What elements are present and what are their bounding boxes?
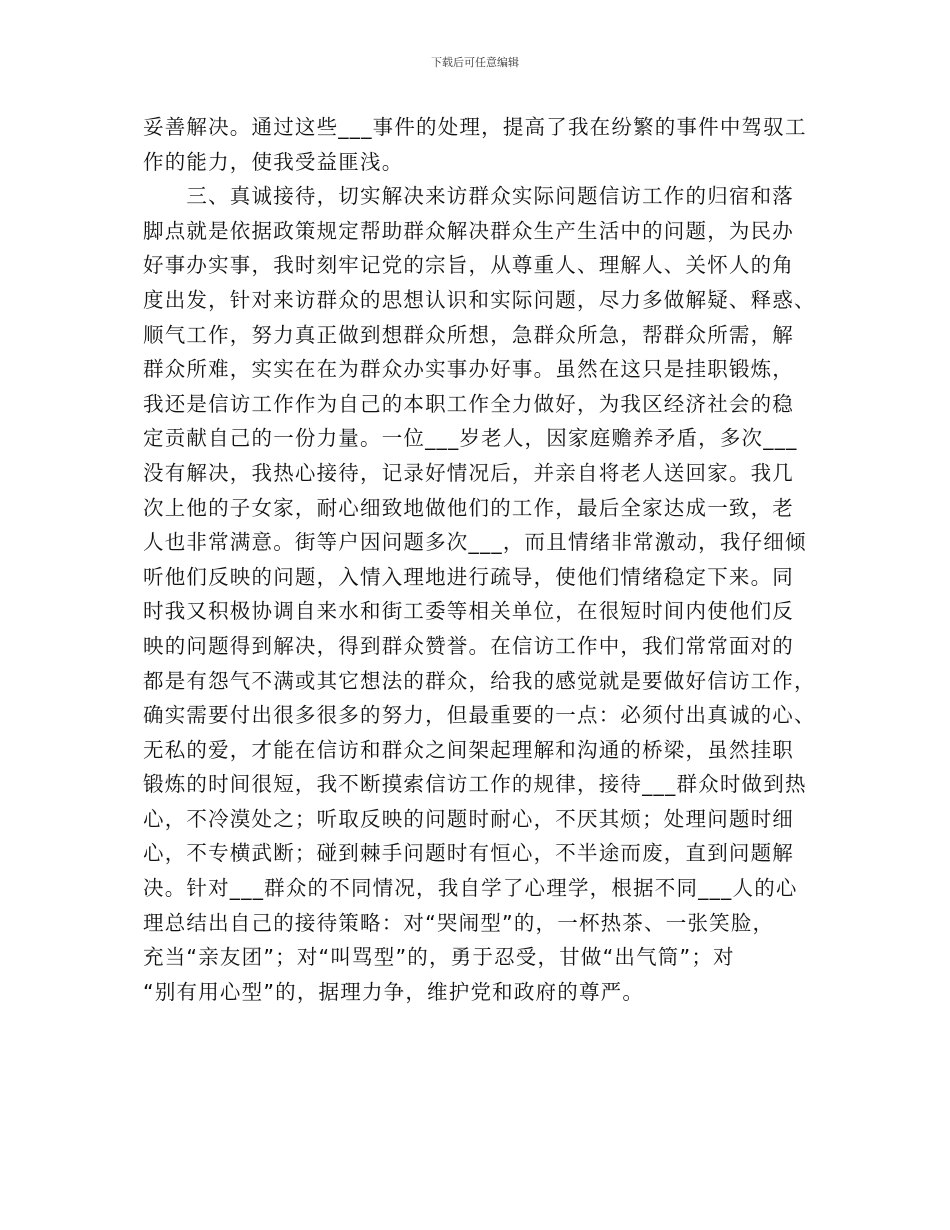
text-line: 妥善解决。通过这些___事件的处理，提高了我在纷繁的事件中驾驭工	[143, 115, 807, 139]
text-line: 时我又积极协调自来水和街工委等相关单位，在很短时间内使他们反	[143, 599, 794, 624]
text-line: 我还是信访工作作为自己的本职工作全力做好，为我区经济社会的稳	[143, 391, 794, 416]
page-header: 下载后可任意编辑	[431, 56, 519, 69]
text-line: 群众所难，实实在在为群众办实事办好事。虽然在这只是挂职锻炼，	[143, 357, 794, 382]
text-line: 心，不冷漠处之；听取反映的问题时耐心，不厌其烦；处理问题时细	[143, 806, 794, 831]
text-line: 锻炼的时间很短，我不断摸索信访工作的规律，接待___群众时做到热	[143, 772, 807, 797]
text-line: 无私的爱，才能在信访和群众之间架起理解和沟通的桥梁，虽然挂职	[143, 737, 794, 762]
text-line: 充当“亲友团”；对“叫骂型”的，勇于忍受，甘做“出气筒”；对	[143, 945, 735, 970]
text-line: 好事办实事，我时刻牢记党的宗旨，从尊重人、理解人、关怀人的角	[143, 253, 794, 278]
text-line: 顺气工作，努力真正做到想群众所想，急群众所急，帮群众所需，解	[143, 322, 794, 347]
text-line: 三、真诚接待，切实解决来访群众实际问题信访工作的归宿和落	[143, 184, 794, 209]
text-line: 次上他的子女家，耐心细致地做他们的工作，最后全家达成一致，老	[143, 495, 794, 520]
text-line: 映的问题得到解决，得到群众赞誉。在信访工作中，我们常常面对的	[143, 633, 794, 658]
text-line: 听他们反映的问题，入情入理地进行疏导，使他们情绪稳定下来。同	[143, 564, 794, 589]
text-line: 定贡献自己的一份力量。一位___岁老人，因家庭赡养矛盾，多次___	[143, 426, 798, 451]
text-line: 决。针对___群众的不同情况，我自学了心理学，根据不同___人的心	[143, 876, 798, 901]
body-text	[143, 110, 815, 1009]
text-line: 脚点就是依据政策规定帮助群众解决群众生产生活中的问题，为民办	[143, 218, 794, 243]
text-line: 没有解决，我热心接待，记录好情况后，并亲自将老人送回家。我几	[143, 460, 794, 485]
text-line: 心，不专横武断；碰到棘手问题时有恒心，不半途而废，直到问题解	[143, 841, 794, 866]
text-line: 都是有怨气不满或其它想法的群众，给我的感觉就是要做好信访工作，	[143, 668, 816, 693]
text-line: 作的能力，使我受益匪浅。	[143, 149, 404, 174]
text-line: 理总结出自己的接待策略：对“哭闹型”的，一杯热茶、一张笑脸，	[143, 910, 775, 935]
text-line: 人也非常满意。街等户因问题多次___，而且情绪非常激动，我仔细倾	[143, 530, 807, 555]
text-line: “别有用心型”的，据理力争，维护党和政府的尊严。	[143, 979, 645, 1004]
text-line: 确实需要付出很多很多的努力，但最重要的一点：必须付出真诚的心、	[143, 703, 816, 728]
text-line: 度出发，针对来访群众的思想认识和实际问题，尽力多做解疑、释惑、	[143, 287, 816, 312]
